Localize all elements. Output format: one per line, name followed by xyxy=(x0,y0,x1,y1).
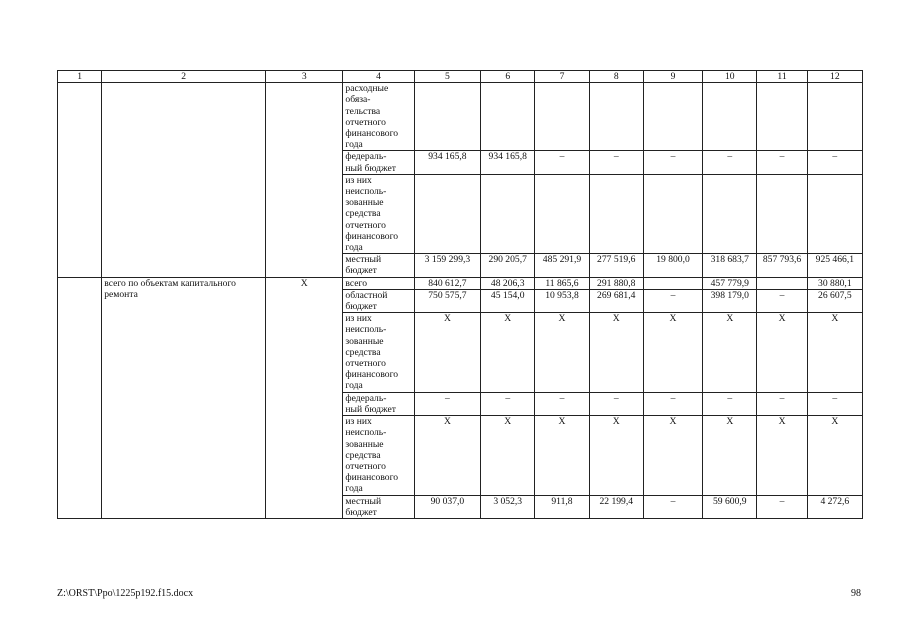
value-cell: 45 154,0 xyxy=(481,289,535,312)
value-cell: Х xyxy=(481,313,535,392)
value-cell xyxy=(414,174,480,253)
row-number-cell xyxy=(58,277,102,518)
value-cell: 934 165,8 xyxy=(414,151,480,174)
value-cell xyxy=(481,83,535,151)
col-header: 12 xyxy=(807,71,862,83)
value-cell: 750 575,7 xyxy=(414,289,480,312)
budget-table xyxy=(57,70,863,519)
value-cell: – xyxy=(643,151,702,174)
value-cell: – xyxy=(481,392,535,415)
value-cell xyxy=(643,174,702,253)
value-cell: Х xyxy=(589,313,643,392)
value-cell: – xyxy=(757,392,807,415)
value-cell: Х xyxy=(589,416,643,495)
value-cell: – xyxy=(757,495,807,518)
value-cell: 3 159 299,3 xyxy=(414,254,480,277)
value-cell: 291 880,8 xyxy=(589,277,643,289)
value-cell: 4 272,6 xyxy=(807,495,862,518)
value-cell: 22 199,4 xyxy=(589,495,643,518)
value-cell: – xyxy=(757,151,807,174)
value-cell xyxy=(807,83,862,151)
value-cell: 318 683,7 xyxy=(703,254,757,277)
value-cell: 911,8 xyxy=(535,495,589,518)
value-cell xyxy=(757,174,807,253)
value-cell: 3 052,3 xyxy=(481,495,535,518)
value-cell: 10 953,8 xyxy=(535,289,589,312)
table-row xyxy=(58,277,863,289)
value-cell xyxy=(807,174,862,253)
value-cell xyxy=(481,174,535,253)
row-label-cell: из них неисполь- зованные средства отчетного финансового года xyxy=(343,174,414,253)
row-label-cell: расходные обяза- тельства отчетного финансового года xyxy=(343,83,414,151)
value-cell: 840 612,7 xyxy=(414,277,480,289)
value-cell: Х xyxy=(535,416,589,495)
value-cell: 269 681,4 xyxy=(589,289,643,312)
value-cell: – xyxy=(643,289,702,312)
row-label-cell: федераль- ный бюджет xyxy=(343,392,414,415)
row-label-cell: областной бюджет xyxy=(343,289,414,312)
col3-cell: Х xyxy=(266,277,343,518)
value-cell xyxy=(757,83,807,151)
value-cell xyxy=(703,83,757,151)
value-cell xyxy=(643,83,702,151)
row-number-cell xyxy=(58,83,102,277)
value-cell: Х xyxy=(703,416,757,495)
value-cell: 90 037,0 xyxy=(414,495,480,518)
value-cell: – xyxy=(414,392,480,415)
col-header: 1 xyxy=(58,71,102,83)
value-cell: – xyxy=(807,392,862,415)
col3-cell xyxy=(266,83,343,277)
row-label-cell: из них неисполь- зованные средства отчетного финансового года xyxy=(343,313,414,392)
value-cell: Х xyxy=(703,313,757,392)
value-cell: Х xyxy=(807,416,862,495)
value-cell: – xyxy=(535,392,589,415)
row-label-cell: местный бюджет xyxy=(343,254,414,277)
col-header: 6 xyxy=(481,71,535,83)
col-header: 10 xyxy=(703,71,757,83)
document-path: Z:\ORST\Ppo\1225p192.f15.docx xyxy=(57,588,194,599)
value-cell: 26 607,5 xyxy=(807,289,862,312)
value-cell xyxy=(589,83,643,151)
value-cell: – xyxy=(643,495,702,518)
value-cell xyxy=(643,277,702,289)
row-label-cell: из них неисполь- зованные средства отчетного финансового года xyxy=(343,416,414,495)
value-cell: – xyxy=(589,151,643,174)
col-header: 2 xyxy=(102,71,266,83)
col-header: 11 xyxy=(757,71,807,83)
value-cell: 857 793,6 xyxy=(757,254,807,277)
row-label-cell: местный бюджет xyxy=(343,495,414,518)
value-cell: – xyxy=(535,151,589,174)
value-cell: 277 519,6 xyxy=(589,254,643,277)
value-cell xyxy=(589,174,643,253)
col-header: 9 xyxy=(643,71,702,83)
table-row xyxy=(58,83,863,151)
value-cell: – xyxy=(589,392,643,415)
col-header: 7 xyxy=(535,71,589,83)
value-cell: 19 800,0 xyxy=(643,254,702,277)
col-header: 8 xyxy=(589,71,643,83)
value-cell xyxy=(414,83,480,151)
page-number: 98 xyxy=(851,588,861,599)
col-header: 5 xyxy=(414,71,480,83)
value-cell: – xyxy=(703,151,757,174)
value-cell: Х xyxy=(414,416,480,495)
value-cell: Х xyxy=(757,416,807,495)
value-cell: Х xyxy=(807,313,862,392)
value-cell: 59 600,9 xyxy=(703,495,757,518)
row-label-cell: федераль- ный бюджет xyxy=(343,151,414,174)
value-cell xyxy=(535,174,589,253)
value-cell xyxy=(703,174,757,253)
value-cell: 290 205,7 xyxy=(481,254,535,277)
object-name-cell: всего по объектам капитального ремонта xyxy=(102,277,266,518)
value-cell: Х xyxy=(643,416,702,495)
value-cell: Х xyxy=(414,313,480,392)
value-cell: – xyxy=(643,392,702,415)
row-label-cell: всего xyxy=(343,277,414,289)
value-cell: Х xyxy=(643,313,702,392)
value-cell: – xyxy=(703,392,757,415)
value-cell: 925 466,1 xyxy=(807,254,862,277)
value-cell: 11 865,6 xyxy=(535,277,589,289)
value-cell: Х xyxy=(757,313,807,392)
column-number-row xyxy=(58,71,863,83)
value-cell: 398 179,0 xyxy=(703,289,757,312)
value-cell: Х xyxy=(481,416,535,495)
value-cell: – xyxy=(757,289,807,312)
col-header: 4 xyxy=(343,71,414,83)
value-cell xyxy=(535,83,589,151)
value-cell xyxy=(757,277,807,289)
value-cell: 457 779,9 xyxy=(703,277,757,289)
value-cell: 48 206,3 xyxy=(481,277,535,289)
value-cell: 30 880,1 xyxy=(807,277,862,289)
col-header: 3 xyxy=(266,71,343,83)
value-cell: 934 165,8 xyxy=(481,151,535,174)
value-cell: 485 291,9 xyxy=(535,254,589,277)
object-name-cell xyxy=(102,83,266,277)
value-cell: Х xyxy=(535,313,589,392)
value-cell: – xyxy=(807,151,862,174)
